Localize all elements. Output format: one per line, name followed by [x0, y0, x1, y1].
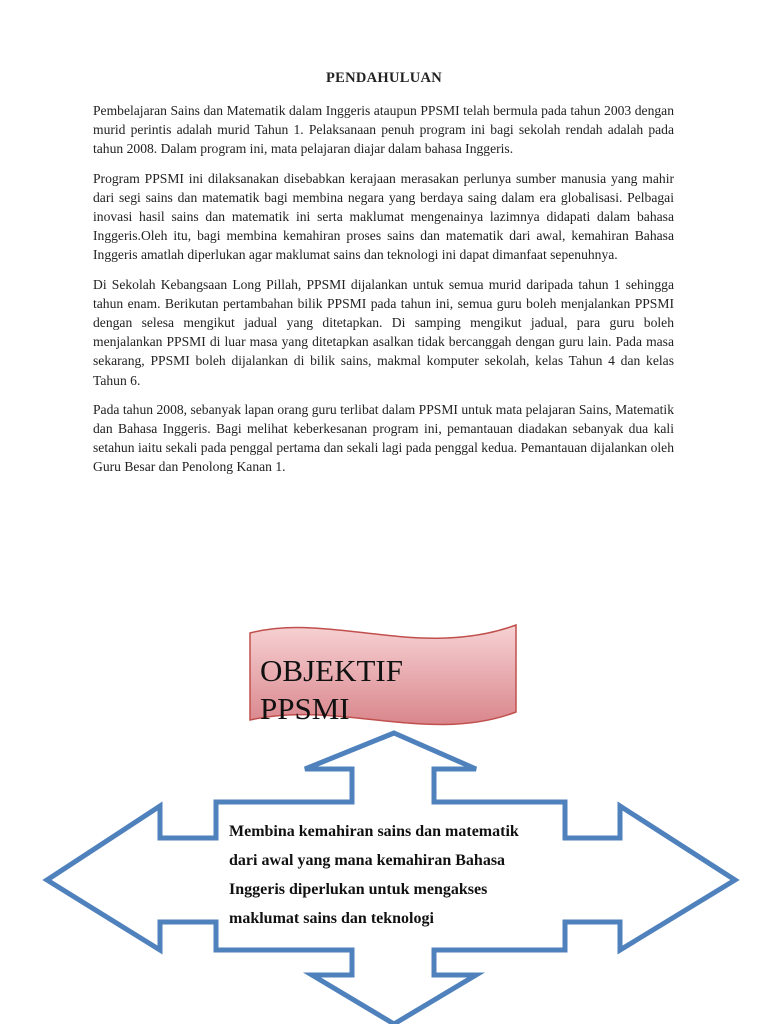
objective-description: Membina kemahiran sains dan matematik dari awal yang mana kemahiran Bahasa Inggeris diperlukan untuk mengakses maklumat sains dan teknologi — [229, 823, 519, 927]
paragraph-4: Pada tahun 2008, sebanyak lapan orang guru terlibat dalam PPSMI untuk mata pelajaran Sains, Matematik dan Bahasa Inggeris. Bagi melihat keberkesanan program ini, pemantauan diadakan sebanyak dua kali setahun iaitu sekali pada penggal pertama dan sekali lagi pada penggal kedua. Pemantauan dijalankan oleh Guru Besar dan Penolong Kanan 1. — [93, 401, 674, 475]
paragraph-2: Program PPSMI ini dilaksanakan disebabkan kerajaan merasakan perlunya sumber manusia yang mahir dari segi sains dan matematik bagi membina negara yang berdaya saing dalam era globalisasi. Pelbagai inovasi hasil sains dan matematik ini serta maklumat mengenainya lazimnya didapati dalam bahasa Inggeris.Oleh itu, bagi membina kemahiran proses sains dan matematik dari awal, kemahiran Bahasa Inggeris amatlah diperlukan agar maklumat sains dan teknologi ini dapat dimanfaat sepenuhnya. — [93, 170, 674, 263]
paragraph-3: Di Sekolah Kebangsaan Long Pillah, PPSMI dijalankan untuk semua murid daripada tahun 1 sehingga tahun enam. Berikutan pertambahan bilik PPSMI pada tahun ini, semua guru boleh menjalankan PPSMI dengan selesa mengikut jadual yang ditetapkan. Di samping mengikut jadual, para guru boleh menjalankan PPSMI di luar masa yang ditetapkan asalkan tidak bercanggah dengan guru lain. Pada masa sekarang, PPSMI boleh dijalankan di bilik sains, makmal komputer sekolah, kelas Tahun 4 dan kelas Tahun 6. — [93, 276, 674, 388]
document-title: PENDAHULUAN — [325, 70, 443, 86]
paragraph-1: Pembelajaran Sains dan Matematik dalam Inggeris ataupun PPSMI telah bermula pada tahun 2003 dengan murid perintis adalah murid Tahun 1. Pelaksanaan penuh program ini bagi sekolah rendah adalah pada tahun 2008. Dalam program ini, mata pelajaran diajar dalam bahasa Inggeris. — [93, 103, 674, 157]
banner-title: OBJEKTIF PPSMI — [260, 653, 403, 726]
